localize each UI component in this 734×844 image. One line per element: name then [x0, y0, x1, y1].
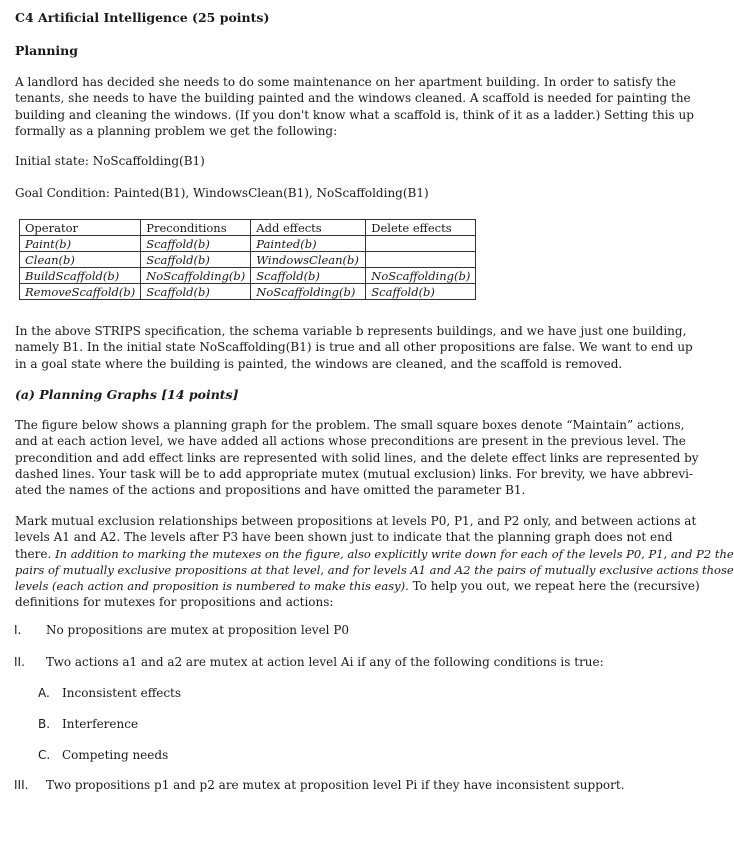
subrule-text: Inconsistent effects	[62, 686, 182, 700]
description-line: dashed lines. Your task will be to add appropriate mutex (mutual exclusion) links. For brevity, we have abbrevi-	[15, 466, 694, 481]
rule-text: Two actions a1 and a2 are mutex at action level Ai if any of the following conditions is true:	[46, 655, 604, 669]
rule-text: No propositions are mutex at proposition level P0	[46, 623, 350, 637]
instruction-line: Mark mutual exclusion relationships between propositions at levels P0, P1, and P2 only, and between actions at	[15, 514, 697, 528]
table-cell: Scaffold(b)	[366, 284, 476, 300]
table-cell: Painted(b)	[251, 236, 366, 252]
table-cell: Paint(b)	[20, 236, 141, 252]
table-row	[20, 284, 476, 300]
initial-state: Initial state: NoScaffolding(B1)	[15, 154, 205, 168]
strips-table	[19, 219, 476, 300]
instruction-line: pairs of mutually exclusive propositions at that level, and for levels A1 and A2 the pairs of mutually exclusive actions those	[15, 562, 734, 577]
instruction-text: To help you out, we repeat here the (recursive)	[408, 579, 700, 594]
description-line: precondition and add effect links are represented with solid lines, and the delete effect links are represented by	[15, 450, 699, 465]
table-cell	[366, 236, 476, 252]
part-a-heading-text: (a) Planning Graphs [14 points]	[15, 387, 239, 402]
explanation-line: In the above STRIPS specification, the schema variable b represents buildings, and we have just one building,	[15, 324, 687, 338]
instruction-italic-text: In addition to marking the mutexes on the figure, also explicitly write down for each of the levels P0, P1, and P2 the	[55, 546, 734, 561]
table-row	[20, 252, 476, 268]
table-row	[20, 236, 476, 252]
table-cell: NoScaffolding(b)	[366, 268, 476, 284]
instruction-text: there.	[15, 546, 56, 561]
table-cell: WindowsClean(b)	[251, 252, 366, 268]
subrule-letter: B.	[38, 717, 51, 731]
table-cell: Clean(b)	[20, 252, 141, 268]
explanation-line: in a goal state where the building is painted, the windows are cleaned, and the scaffold is removed.	[15, 356, 623, 371]
figure-description	[15, 417, 699, 498]
goal-condition: Goal Condition: Painted(B1), WindowsClean(B1), NoScaffolding(B1)	[15, 186, 429, 200]
table-header-cell: Preconditions	[141, 220, 251, 236]
explanation-line: namely B1. In the initial state NoScaffolding(B1) is true and all other propositions are false. We want to end up	[15, 340, 693, 355]
rule-number: II.	[14, 655, 25, 669]
instruction-line	[15, 546, 734, 562]
rule-number: III.	[14, 778, 29, 792]
part-a-heading	[15, 387, 239, 402]
intro-line: A landlord has decided she needs to do some maintenance on her apartment building. In order to satisfy the	[15, 75, 677, 89]
instruction-line: definitions for mutexes for propositions and actions:	[15, 595, 334, 610]
intro-line: building and cleaning the windows. (If you don't know what a scaffold is, think of it as a ladder.) Setting this up	[15, 107, 694, 122]
question-title: C4 Artificial Intelligence (25 points)	[15, 10, 270, 25]
description-line: The figure below shows a planning graph for the problem. The small square boxes denote “Maintain” actions,	[15, 418, 685, 432]
table-cell: NoScaffolding(b)	[141, 268, 251, 284]
table-cell: RemoveScaffold(b)	[20, 284, 141, 300]
table-cell: Scaffold(b)	[141, 284, 251, 300]
instruction-line: levels A1 and A2. The levels after P3 have been shown just to indicate that the planning graph does not end	[15, 530, 673, 545]
table-row	[20, 268, 476, 284]
rule-text: Two propositions p1 and p2 are mutex at proposition level Pi if they have inconsistent support.	[46, 778, 625, 792]
subrule-letter: C.	[38, 748, 51, 762]
table-cell: Scaffold(b)	[141, 252, 251, 268]
rule-number: I.	[14, 623, 22, 637]
table-cell: Scaffold(b)	[251, 268, 366, 284]
table-header-cell: Operator	[20, 220, 141, 236]
description-line: ated the names of the actions and propositions and have omitted the parameter B1.	[15, 483, 526, 498]
intro-line: formally as a planning problem we get the following:	[15, 123, 338, 138]
subrule-letter: A.	[38, 686, 50, 700]
table-cell: BuildScaffold(b)	[20, 268, 141, 284]
table-header-cell: Delete effects	[366, 220, 476, 236]
section-heading: Planning	[15, 43, 79, 58]
description-line: and at each action level, we have added all actions whose preconditions are present in the previous level. The	[15, 434, 686, 449]
subrule-text: Interference	[62, 717, 139, 731]
instruction-line	[15, 578, 700, 594]
table-cell	[366, 252, 476, 268]
table-header-row	[20, 220, 476, 236]
table-cell: NoScaffolding(b)	[251, 284, 366, 300]
table-header-cell: Add effects	[251, 220, 366, 236]
strips-explanation	[15, 323, 693, 372]
intro-paragraph	[15, 74, 694, 139]
table-cell: Scaffold(b)	[141, 236, 251, 252]
mutex-instructions	[15, 513, 734, 611]
instruction-italic-text: levels (each action and proposition is numbered to make this easy).	[15, 579, 409, 594]
intro-line: tenants, she needs to have the building painted and the windows cleaned. A scaffold is needed for painting the	[15, 91, 691, 106]
subrule-text: Competing needs	[62, 748, 169, 762]
